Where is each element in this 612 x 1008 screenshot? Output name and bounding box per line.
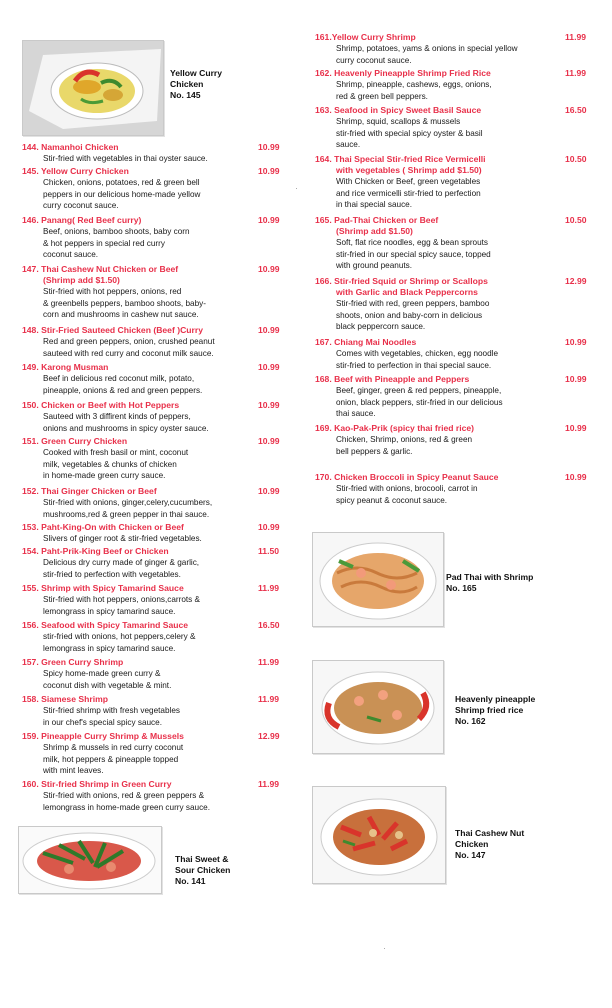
menu-item-price: 10.99 bbox=[258, 166, 280, 176]
menu-item bbox=[22, 400, 290, 434]
menu-item-name: 144. Namanhoi Chicken bbox=[22, 142, 119, 152]
menu-item-description: Stir-fried with hot peppers, onions,carrots & bbox=[43, 595, 200, 604]
menu-item-description: in home-made green curry sauce. bbox=[43, 471, 166, 480]
menu-item-subtitle: (Shrimp add $1.50) bbox=[336, 226, 413, 236]
menu-item-description: lemongrass in home-made green curry sauce. bbox=[43, 802, 211, 812]
menu-item bbox=[315, 154, 600, 211]
menu-item bbox=[22, 166, 290, 212]
menu-item-description: onion, black peppers, stir-fried in our delicious bbox=[336, 397, 503, 407]
menu-item-name: 164. Thai Special Stir-fried Rice Vermicelli bbox=[315, 154, 486, 164]
photo-pad-thai-caption: Pad Thai with Shrimp No. 165 bbox=[446, 572, 534, 593]
menu-item-description: black peppercorn sauce. bbox=[336, 322, 426, 331]
menu-item bbox=[22, 522, 290, 545]
menu-item bbox=[315, 68, 600, 102]
menu-item bbox=[22, 486, 290, 520]
menu-item bbox=[315, 337, 600, 371]
menu-item-description: stir-fried with special spicy oyster & basil bbox=[336, 128, 483, 138]
photo-fried-rice bbox=[312, 660, 444, 754]
menu-item-name: 145. Yellow Curry Chicken bbox=[22, 166, 129, 176]
menu-item-name: 160. Stir-fried Shrimp in Green Curry bbox=[22, 779, 172, 789]
menu-item-price: 16.50 bbox=[258, 620, 280, 630]
menu-item-description: Stir-fried with hot peppers, onions, red bbox=[43, 287, 182, 296]
menu-item-description: bell peppers & garlic. bbox=[336, 446, 413, 456]
menu-item-description: & greenbells peppers, bamboo shoots, baby- bbox=[43, 298, 206, 308]
menu-item-description: & hot peppers in special red curry bbox=[43, 238, 165, 248]
menu-item-price: 10.50 bbox=[565, 154, 587, 164]
menu-item bbox=[22, 694, 290, 728]
menu-item-description: Stir-fried with vegetables in thai oyster sauce. bbox=[43, 154, 208, 163]
menu-item-description: Soft, flat rice noodles, egg & bean sprouts bbox=[336, 238, 489, 247]
menu-item-description: in our chef's special spicy sauce. bbox=[43, 717, 162, 727]
menu-item-description: with ground peanuts. bbox=[336, 261, 413, 270]
fried-rice-plate-icon bbox=[313, 661, 443, 753]
menu-item bbox=[22, 620, 290, 654]
menu-item-price: 16.50 bbox=[565, 105, 587, 115]
menu-item-description: corn and mushrooms in cashew nut sauce. bbox=[43, 310, 199, 319]
menu-item-description: lemongrass in spicy tamarind sauce. bbox=[43, 643, 176, 653]
menu-item-name: 154. Paht-Prik-King Beef or Chicken bbox=[22, 546, 169, 556]
menu-item-description: Stir-fried with onions, brocooli, carrot in bbox=[336, 484, 478, 493]
menu-item-price: 11.99 bbox=[565, 68, 587, 78]
menu-item-name: 148. Stir-Fried Sauteed Chicken (Beef )Curry bbox=[22, 325, 203, 335]
menu-item-name: 167. Chiang Mai Noodles bbox=[315, 337, 417, 347]
pad-thai-plate-icon bbox=[313, 533, 443, 626]
menu-item bbox=[22, 142, 290, 165]
menu-item-price: 10.99 bbox=[258, 215, 280, 225]
menu-item-description: spicy peanut & coconut sauce. bbox=[336, 495, 448, 505]
menu-item-description: Stir-fried with red, green peppers, bamboo bbox=[336, 299, 490, 308]
menu-item-description: Red and green peppers, onion, crushed peanut bbox=[43, 337, 215, 346]
menu-item-description: Chicken, Shrimp, onions, red & green bbox=[336, 435, 473, 444]
menu-item-name: 159. Pineapple Curry Shrimp & Mussels bbox=[22, 731, 184, 741]
menu-item bbox=[22, 657, 290, 691]
menu-item-description: Delicious dry curry made of ginger & garlic, bbox=[43, 558, 200, 567]
menu-item-description: Sauteed with 3 diffirent kinds of peppers, bbox=[43, 412, 191, 421]
menu-item-description: Cooked with fresh basil or mint, coconut bbox=[43, 448, 189, 457]
menu-item-description: with mint leaves. bbox=[43, 766, 104, 775]
menu-item bbox=[315, 374, 600, 420]
photo-pad-thai bbox=[312, 532, 444, 627]
menu-item bbox=[22, 731, 290, 777]
menu-item-description: Beef, onions, bamboo shoots, baby corn bbox=[43, 227, 190, 236]
menu-item-name: 150. Chicken or Beef with Hot Peppers bbox=[22, 400, 180, 410]
menu-item-name: 156. Seafood with Spicy Tamarind Sauce bbox=[22, 620, 189, 630]
menu-item-price: 10.50 bbox=[565, 215, 587, 225]
menu-item-name: 161.Yellow Curry Shrimp bbox=[315, 32, 416, 42]
photo-yellow-curry-caption: Yellow Curry Chicken No. 145 bbox=[170, 68, 223, 100]
menu-item-description: Comes with vegetables, chicken, egg noodle bbox=[336, 349, 499, 358]
menu-item-price: 11.99 bbox=[258, 657, 280, 667]
menu-item-price: 11.99 bbox=[258, 694, 280, 704]
menu-item-description: stir-fried to perfection with vegetables. bbox=[43, 569, 181, 579]
menu-item-description: coconut sauce. bbox=[43, 250, 99, 259]
menu-item-description: peppers in our delicious home-made yellow bbox=[43, 189, 201, 199]
menu-item-description: sauteed with red curry and coconut milk sauce. bbox=[43, 348, 214, 358]
menu-item-description: With Chicken or Beef, green vegetables bbox=[336, 177, 481, 186]
menu-item-description: mushrooms,red & green pepper in thai sauce. bbox=[43, 509, 210, 519]
menu-item-description: Shrimp, squid, scallops & mussels bbox=[336, 117, 461, 126]
menu-item-name: 146. Panang( Red Beef curry) bbox=[22, 215, 142, 225]
photo-yellow-curry bbox=[22, 40, 164, 136]
menu-item-description: milk, vegetables & chunks of chicken bbox=[43, 459, 177, 469]
menu-item-price: 10.99 bbox=[258, 362, 280, 372]
cashew-plate-icon bbox=[313, 787, 445, 883]
menu-item bbox=[22, 583, 290, 617]
menu-item bbox=[22, 546, 290, 580]
menu-item-description: thai sauce. bbox=[336, 409, 376, 418]
menu-item bbox=[22, 436, 290, 482]
menu-item-price: 11.50 bbox=[258, 546, 280, 556]
photo-fried-rice-caption: Heavenly pineapple Shrimp fried rice No. 162 bbox=[455, 694, 536, 726]
menu-item-name: 147. Thai Cashew Nut Chicken or Beef bbox=[22, 264, 179, 274]
menu-item-price: 11.99 bbox=[258, 583, 280, 593]
menu-item-name: 152. Thai Ginger Chicken or Beef bbox=[22, 486, 157, 496]
menu-item-name: 158. Siamese Shrimp bbox=[22, 694, 108, 704]
menu-item-description: stir-fried to perfection in thai special sauce. bbox=[336, 360, 492, 370]
menu-item bbox=[315, 423, 600, 457]
menu-item-name: 166. Stir-fried Squid or Shrimp or Scallops bbox=[315, 276, 488, 286]
menu-item-description: coconut dish with vegetable & mint. bbox=[43, 680, 172, 690]
menu-item-price: 10.99 bbox=[258, 400, 280, 410]
menu-item-subtitle: with vegetables ( Shrimp add $1.50) bbox=[336, 165, 482, 175]
menu-item-price: 10.99 bbox=[258, 325, 280, 335]
menu-item-price: 11.99 bbox=[565, 32, 587, 42]
menu-item-description: Chicken, onions, potatoes, red & green bell bbox=[43, 178, 200, 187]
menu-item-name: 165. Pad-Thai Chicken or Beef bbox=[315, 215, 439, 225]
menu-item-description: curry coconut sauce. bbox=[336, 55, 412, 65]
menu-item-price: 10.99 bbox=[258, 486, 280, 496]
menu-item-description: and rice vermicelli stir-fried to perfection bbox=[336, 188, 481, 198]
sweet-sour-plate-icon bbox=[19, 827, 161, 893]
menu-item-subtitle: (Shrimp add $1.50) bbox=[43, 275, 120, 285]
menu-item-description: milk, hot peppers & pineapple topped bbox=[43, 754, 179, 764]
menu-item bbox=[315, 105, 600, 151]
yellow-curry-bowl-icon bbox=[23, 41, 163, 135]
menu-item-name: 163. Seafood in Spicy Sweet Basil Sauce bbox=[315, 105, 482, 115]
menu-item-name: 170. Chicken Broccoli in Spicy Peanut Sauce bbox=[315, 472, 499, 482]
menu-item-description: onions and mushrooms in spicy oyster sauce. bbox=[43, 423, 209, 433]
menu-item bbox=[22, 264, 290, 321]
menu-item-price: 10.99 bbox=[565, 472, 587, 482]
menu-item-description: shoots, onion and baby-corn in delicious bbox=[336, 310, 483, 320]
menu-item bbox=[22, 215, 290, 261]
menu-item bbox=[22, 362, 290, 396]
menu-item-description: Stir-fried with onions, ginger,celery,cucumbers, bbox=[43, 498, 213, 507]
menu-item-name: 168. Beef with Pineapple and Peppers bbox=[315, 374, 470, 384]
menu-item-description: Beef in delicious red coconut milk, potato, bbox=[43, 374, 195, 383]
menu-item-description: Stir-fried shrimp with fresh vegetables bbox=[43, 706, 180, 715]
menu-item-description: stir-fried in our special spicy sauce, topped bbox=[336, 249, 491, 259]
photo-sweet-sour-caption: Thai Sweet & Sour Chicken No. 141 bbox=[175, 854, 231, 886]
menu-item-description: lemongrass in spicy tamarind sauce. bbox=[43, 606, 176, 616]
menu-item-price: 10.99 bbox=[258, 142, 280, 152]
photo-sweet-sour bbox=[18, 826, 162, 894]
menu-item bbox=[22, 779, 290, 813]
menu-item-description: pineapple, onions & red and green peppers. bbox=[43, 385, 203, 395]
menu-item-name: 149. Karong Musman bbox=[22, 362, 109, 372]
menu-item bbox=[315, 472, 600, 506]
menu-item-name: 157. Green Curry Shrimp bbox=[22, 657, 124, 667]
menu-item-description: stir-fried with onions, hot peppers,celery & bbox=[43, 632, 196, 641]
menu-item-description: curry coconut sauce. bbox=[43, 201, 119, 210]
menu-item-price: 10.99 bbox=[258, 522, 280, 532]
menu-item-price: 10.99 bbox=[565, 423, 587, 433]
menu-item-description: Shrimp & mussels in red curry coconut bbox=[43, 743, 184, 752]
menu-item-price: 11.99 bbox=[258, 779, 280, 789]
menu-item-description: Beef, ginger, green & red peppers, pineapple, bbox=[336, 386, 502, 395]
menu-item-description: Stir-fried with onions, red & green peppers & bbox=[43, 791, 205, 800]
menu-item-name: 151. Green Curry Chicken bbox=[22, 436, 128, 446]
menu-item-name: 162. Heavenly Pineapple Shrimp Fried Rice bbox=[315, 68, 491, 78]
menu-item-price: 12.99 bbox=[258, 731, 280, 741]
menu-item-description: Slivers of ginger root & stir-fried vegetables. bbox=[43, 534, 202, 543]
menu-item-name: 169. Kao-Pak-Prik (spicy thai fried rice) bbox=[315, 423, 475, 433]
menu-item-description: Shrimp, pineapple, cashews, eggs, onions, bbox=[336, 80, 492, 89]
menu-item-price: 10.99 bbox=[258, 264, 280, 274]
menu-item-price: 12.99 bbox=[565, 276, 587, 286]
menu-item-description: Spicy home-made green curry & bbox=[43, 669, 161, 678]
photo-cashew-chicken bbox=[312, 786, 446, 884]
menu-item-price: 10.99 bbox=[565, 337, 587, 347]
menu-item-subtitle: with Garlic and Black Peppercorns bbox=[336, 287, 478, 297]
menu-item bbox=[22, 325, 290, 359]
menu-item-description: red & green bell peppers. bbox=[336, 91, 428, 101]
menu-item-description: in thai special sauce. bbox=[336, 200, 413, 209]
menu-item bbox=[315, 276, 600, 333]
photo-cashew-chicken-caption: Thai Cashew Nut Chicken No. 147 bbox=[455, 828, 525, 860]
menu-item-description: Shrimp, potatoes, yams & onions in special yellow bbox=[336, 44, 518, 53]
menu-item bbox=[315, 215, 600, 272]
menu-item-price: 10.99 bbox=[565, 374, 587, 384]
menu-item-price: 10.99 bbox=[258, 436, 280, 446]
menu-item-name: 153. Paht-King-On with Chicken or Beef bbox=[22, 522, 184, 532]
menu-item bbox=[315, 32, 600, 66]
menu-item-description: sauce. bbox=[336, 140, 361, 149]
menu-item-name: 155. Shrimp with Spicy Tamarind Sauce bbox=[22, 583, 184, 593]
